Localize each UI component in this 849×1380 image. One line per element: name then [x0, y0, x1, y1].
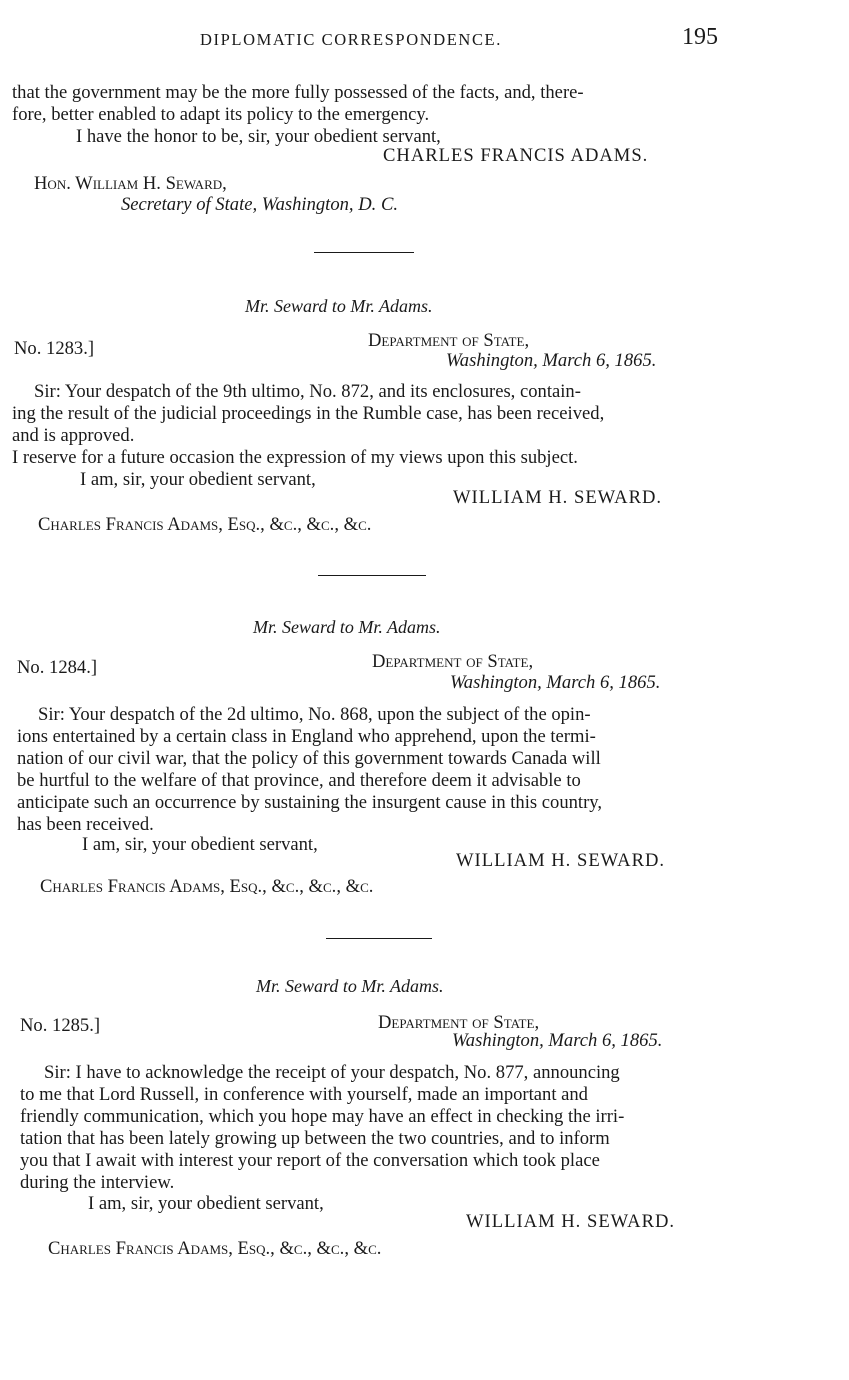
text-line: has been received. — [17, 814, 154, 835]
place-date: Washington, March 6, 1865. — [446, 350, 657, 371]
addressee-name: Hon. William H. Seward, — [34, 173, 227, 194]
text-line: I have the honor to be, sir, your obedient servant, — [76, 126, 441, 147]
divider — [314, 252, 414, 253]
signature: WILLIAM H. SEWARD. — [456, 850, 666, 871]
signature: WILLIAM H. SEWARD. — [453, 487, 663, 508]
page-number: 195 — [682, 24, 718, 50]
department: Department of State, — [378, 1012, 540, 1033]
letter-title: Mr. Seward to Mr. Adams. — [256, 976, 444, 996]
divider — [326, 938, 432, 939]
text-line: during the interview. — [20, 1172, 175, 1193]
text-line: Sir: Your despatch of the 2d ultimo, No. 868, upon the subject of the opin- — [38, 704, 591, 725]
place-date: Washington, March 6, 1865. — [450, 672, 661, 693]
text-line: nation of our civil war, that the policy of this government towards Canada will — [17, 748, 601, 769]
text-line: to me that Lord Russell, in conference with yourself, made an important and — [20, 1084, 588, 1105]
recipient: Charles Francis Adams, Esq., &c., &c., &c. — [38, 514, 372, 535]
text-line: ing the result of the judicial proceedings in the Rumble case, has been received, — [12, 403, 605, 424]
text-line: friendly communication, which you hope may have an effect in checking the irri- — [20, 1106, 625, 1127]
text-line: you that I await with interest your report of the conversation which took place — [20, 1150, 600, 1171]
signature: WILLIAM H. SEWARD. — [466, 1211, 676, 1232]
divider — [318, 575, 426, 576]
text-line: fore, better enabled to adapt its policy to the emergency. — [12, 104, 430, 125]
letter-title: Mr. Seward to Mr. Adams. — [245, 296, 433, 316]
department: Department of State, — [368, 330, 530, 351]
signature: CHARLES FRANCIS ADAMS. — [383, 145, 649, 166]
letter-number: No. 1283.] — [14, 338, 95, 359]
letter-title: Mr. Seward to Mr. Adams. — [253, 617, 441, 637]
text-line: Sir: Your despatch of the 9th ultimo, No. 872, and its enclosures, contain- — [34, 381, 581, 402]
text-line: that the government may be the more fully possessed of the facts, and, there- — [12, 82, 584, 103]
closing: I am, sir, your obedient servant, — [88, 1193, 324, 1214]
letter-number: No. 1284.] — [17, 657, 98, 678]
recipient: Charles Francis Adams, Esq., &c., &c., &c. — [40, 876, 374, 897]
letter-number: No. 1285.] — [20, 1015, 101, 1036]
running-head: DIPLOMATIC CORRESPONDENCE. — [200, 30, 502, 49]
closing: I am, sir, your obedient servant, — [82, 834, 318, 855]
text-line: and is approved. — [12, 425, 135, 446]
text-line: tation that has been lately growing up between the two countries, and to inform — [20, 1128, 610, 1149]
department: Department of State, — [372, 651, 534, 672]
text-line: I reserve for a future occasion the expression of my views upon this subject. — [12, 447, 578, 468]
addressee-title: Secretary of State, Washington, D. C. — [121, 194, 398, 215]
text-line: ions entertained by a certain class in England who apprehend, upon the termi- — [17, 726, 596, 747]
closing: I am, sir, your obedient servant, — [80, 469, 316, 490]
text-line: anticipate such an occurrence by sustaining the insurgent cause in this country, — [17, 792, 603, 813]
text-line: Sir: I have to acknowledge the receipt of your despatch, No. 877, announcing — [44, 1062, 620, 1083]
place-date: Washington, March 6, 1865. — [452, 1030, 663, 1051]
recipient: Charles Francis Adams, Esq., &c., &c., &c. — [48, 1238, 382, 1259]
text-line: be hurtful to the welfare of that province, and therefore deem it advisable to — [17, 770, 581, 791]
